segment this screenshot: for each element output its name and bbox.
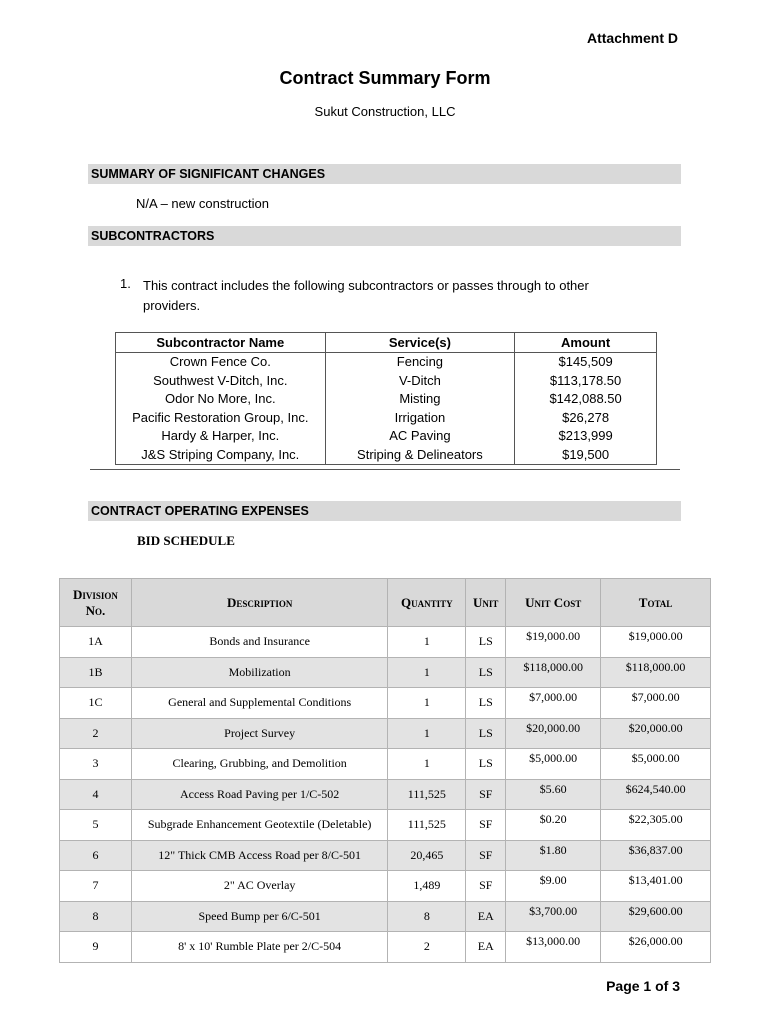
- divider: [90, 469, 680, 470]
- division-cell: 5: [60, 810, 132, 841]
- total-cell: $13,401.00: [601, 871, 711, 902]
- division-header-line1: Division: [73, 586, 118, 602]
- company-name: Sukut Construction, LLC: [314, 104, 456, 119]
- description-cell: Access Road Paving per 1/C-502: [131, 779, 387, 810]
- description-cell: Subgrade Enhancement Geotextile (Deletable): [131, 810, 387, 841]
- bid-row: [60, 932, 711, 963]
- quantity-cell: 2: [388, 932, 466, 963]
- division-header-line2: No.: [85, 602, 106, 618]
- quantity-cell: 20,465: [388, 840, 466, 871]
- unit-cost-cell: $1.80: [506, 840, 601, 871]
- unit-header: Unit: [466, 579, 506, 627]
- column-header: Subcontractor Name: [116, 333, 326, 353]
- unit-cell: SF: [466, 810, 506, 841]
- subcontractor-table: [115, 332, 657, 465]
- quantity-header: Quantity: [388, 579, 466, 627]
- bid-row: [60, 749, 711, 780]
- unit-cost-cell: $7,000.00: [506, 688, 601, 719]
- subcontractor-row: [116, 408, 657, 427]
- bid-row: [60, 627, 711, 658]
- total-cell: $20,000.00: [601, 718, 711, 749]
- attachment-label: Attachment D: [586, 30, 678, 46]
- subcontractor-name: J&S Striping Company, Inc.: [116, 445, 326, 464]
- bid-row: [60, 779, 711, 810]
- description-cell: Project Survey: [131, 718, 387, 749]
- description-cell: Speed Bump per 6/C-501: [131, 901, 387, 932]
- quantity-cell: 1: [388, 657, 466, 688]
- unit-cell: SF: [466, 779, 506, 810]
- unit-cell: LS: [466, 749, 506, 780]
- subcontractor-amount: $142,088.50: [515, 390, 657, 409]
- subcontractor-service: Misting: [325, 390, 515, 409]
- description-cell: Bonds and Insurance: [131, 627, 387, 658]
- unit-cell: EA: [466, 901, 506, 932]
- total-cell: $19,000.00: [601, 627, 711, 658]
- total-cell: $22,305.00: [601, 810, 711, 841]
- subcontractor-row: [116, 371, 657, 390]
- subcontractor-name: Crown Fence Co.: [116, 352, 326, 371]
- column-header: Service(s): [325, 333, 515, 353]
- total-cell: $624,540.00: [601, 779, 711, 810]
- description-cell: General and Supplemental Conditions: [131, 688, 387, 719]
- total-cell: $5,000.00: [601, 749, 711, 780]
- description-cell: 12" Thick CMB Access Road per 8/C-501: [131, 840, 387, 871]
- subcontractor-amount: $145,509: [515, 352, 657, 371]
- subcontractor-service: V-Ditch: [325, 371, 515, 390]
- column-header: Amount: [515, 333, 657, 353]
- subcontractor-name: Pacific Restoration Group, Inc.: [116, 408, 326, 427]
- description-cell: Clearing, Grubbing, and Demolition: [131, 749, 387, 780]
- unit-cell: LS: [466, 657, 506, 688]
- division-cell: 1A: [60, 627, 132, 658]
- division-cell: 3: [60, 749, 132, 780]
- changes-text: N/A – new construction: [136, 196, 269, 211]
- unit-cost-cell: $20,000.00: [506, 718, 601, 749]
- unit-cell: SF: [466, 871, 506, 902]
- division-cell: 9: [60, 932, 132, 963]
- quantity-cell: 8: [388, 901, 466, 932]
- form-title: Contract Summary Form: [279, 68, 491, 88]
- subcontractor-row: [116, 427, 657, 446]
- total-cell: $26,000.00: [601, 932, 711, 963]
- list-number: 1.: [120, 276, 131, 291]
- unit-cost-cell: $5,000.00: [506, 749, 601, 780]
- division-cell: 7: [60, 871, 132, 902]
- unit-cost-cell: $9.00: [506, 871, 601, 902]
- subcontractor-row: [116, 445, 657, 464]
- subcontractor-name: Hardy & Harper, Inc.: [116, 427, 326, 446]
- unit-cost-cell: $3,700.00: [506, 901, 601, 932]
- subcontractor-name: Odor No More, Inc.: [116, 390, 326, 409]
- unit-cell: LS: [466, 627, 506, 658]
- quantity-cell: 1: [388, 627, 466, 658]
- subcontractor-row: [116, 352, 657, 371]
- division-cell: 8: [60, 901, 132, 932]
- division-header: [60, 579, 132, 627]
- subcontractor-service: Fencing: [325, 352, 515, 371]
- unit-cost-cell: $0.20: [506, 810, 601, 841]
- changes-heading: SUMMARY OF SIGNIFICANT CHANGES: [88, 164, 681, 184]
- unit-cell: EA: [466, 932, 506, 963]
- subcontractor-amount: $213,999: [515, 427, 657, 446]
- description-header: Description: [131, 579, 387, 627]
- total-header: Total: [601, 579, 711, 627]
- total-cell: $118,000.00: [601, 657, 711, 688]
- bid-row: [60, 688, 711, 719]
- description-cell: 8' x 10' Rumble Plate per 2/C-504: [131, 932, 387, 963]
- unit-cost-cell: $5.60: [506, 779, 601, 810]
- division-cell: 1C: [60, 688, 132, 719]
- list-text: This contract includes the following subcontractors or passes through to other providers.: [143, 278, 589, 313]
- unit-cell: LS: [466, 688, 506, 719]
- quantity-cell: 1: [388, 688, 466, 719]
- total-cell: $7,000.00: [601, 688, 711, 719]
- total-cell: $29,600.00: [601, 901, 711, 932]
- description-cell: 2" AC Overlay: [131, 871, 387, 902]
- quantity-cell: 111,525: [388, 779, 466, 810]
- bid-row: [60, 657, 711, 688]
- subcontractor-name: Southwest V-Ditch, Inc.: [116, 371, 326, 390]
- subcontractor-amount: $26,278: [515, 408, 657, 427]
- unit-cost-cell: $13,000.00: [506, 932, 601, 963]
- division-cell: 4: [60, 779, 132, 810]
- unit-cost-cell: $19,000.00: [506, 627, 601, 658]
- subcontractor-service: Striping & Delineators: [325, 445, 515, 464]
- subcontractor-service: AC Paving: [325, 427, 515, 446]
- page-number: Page 1 of 3: [606, 978, 680, 994]
- subcontractor-service: Irrigation: [325, 408, 515, 427]
- subcontractor-amount: $19,500: [515, 445, 657, 464]
- subcontractor-row: [116, 390, 657, 409]
- expenses-heading: CONTRACT OPERATING EXPENSES: [88, 501, 681, 521]
- unit-cell: LS: [466, 718, 506, 749]
- quantity-cell: 1: [388, 718, 466, 749]
- quantity-cell: 1: [388, 749, 466, 780]
- division-cell: 6: [60, 840, 132, 871]
- bid-row: [60, 871, 711, 902]
- bid-row: [60, 810, 711, 841]
- unit-cost-header: Unit Cost: [506, 579, 601, 627]
- subcontractor-header-row: [116, 333, 657, 353]
- division-cell: 2: [60, 718, 132, 749]
- bid-row: [60, 840, 711, 871]
- bid-schedule-title: BID SCHEDULE: [137, 533, 235, 548]
- division-cell: 1B: [60, 657, 132, 688]
- bid-schedule-table: [59, 578, 711, 963]
- description-cell: Mobilization: [131, 657, 387, 688]
- subcontractors-heading: SUBCONTRACTORS: [88, 226, 681, 246]
- bid-header-row: [60, 579, 711, 627]
- subcontractor-amount: $113,178.50: [515, 371, 657, 390]
- quantity-cell: 111,525: [388, 810, 466, 841]
- unit-cost-cell: $118,000.00: [506, 657, 601, 688]
- total-cell: $36,837.00: [601, 840, 711, 871]
- quantity-cell: 1,489: [388, 871, 466, 902]
- bid-row: [60, 718, 711, 749]
- unit-cell: SF: [466, 840, 506, 871]
- bid-row: [60, 901, 711, 932]
